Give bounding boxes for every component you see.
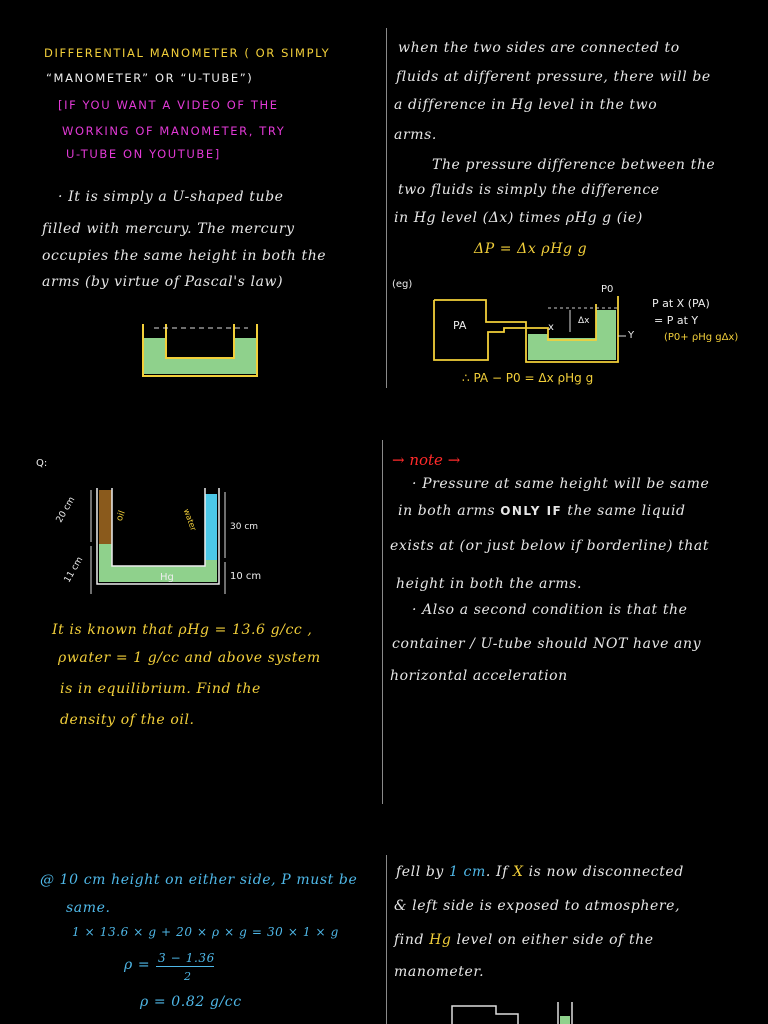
followup-x: X [512, 864, 524, 880]
p0-label: P0 [601, 284, 614, 295]
pa-label: PA [453, 319, 467, 332]
note-line-2 [398, 503, 686, 519]
intro-line-1: · It is simply a U-shaped tube [58, 189, 284, 205]
rho-water-symbol: ρwater [58, 650, 111, 666]
point-y-label: Y [628, 330, 635, 341]
hg-label: Hg [160, 572, 174, 583]
video-note-line-1: [IF YOU WANT A VIDEO OF THE [58, 98, 279, 112]
separator-top [386, 28, 387, 388]
followup-line-2: & left side is exposed to atmosphere, [394, 898, 681, 914]
height-20cm-label: 20 cm [54, 495, 78, 525]
given-line-2 [58, 650, 321, 666]
water-label: water [181, 507, 198, 533]
note-line-3: exists at (or just below if borderline) that [390, 538, 710, 554]
given-line-1: It is known that ρHg = 13.6 g/cc , [52, 622, 313, 638]
explain-line-7: in Hg level (Δx) times ρHg g (ie) [394, 210, 643, 226]
note-line-4: height in both the arms. [396, 576, 582, 592]
explain-line-1: when the two sides are connected to [398, 40, 680, 56]
height-11cm-label: 11 cm [62, 555, 86, 585]
solution-numerator: 3 − 1.36 [158, 951, 215, 965]
solution-answer: ρ = 0.82 g/cc [140, 994, 242, 1010]
solution-denominator: 2 [184, 970, 192, 983]
followup-line-1 [396, 864, 684, 880]
separator-middle [382, 440, 383, 804]
separator-bottom [386, 855, 387, 1024]
only-if-emphasis: ONLY IF [500, 504, 563, 518]
followup-1cm: 1 cm [449, 864, 486, 880]
solution-rho-equals: ρ = [124, 957, 151, 973]
video-note-line-2: WORKING OF MANOMETER, TRY [62, 124, 286, 138]
explain-line-4: arms. [394, 127, 437, 143]
note-line-5: · Also a second condition is that the [412, 602, 688, 618]
side-note-3: (P0+ ρHg gΔx) [664, 332, 739, 343]
followup-line-4: manometer. [394, 964, 485, 980]
solution-equation: 1 × 13.6 × g + 20 × ρ × g = 30 × 1 × g [72, 925, 339, 939]
point-x-label: x [548, 322, 554, 333]
side-note-1: P at X (PA) [652, 297, 710, 310]
explain-line-3: a difference in Hg level in the two [394, 97, 658, 113]
note-line-6: container / U-tube should NOT have any [392, 636, 702, 652]
result-formula: ∴ PA − P0 = Δx ρHg g [462, 371, 594, 385]
given-line-2-rest: = 1 g/cc and above system [110, 650, 321, 666]
followup-disconnected: is now disconnected [523, 864, 684, 880]
side-note-2: = P at Y [654, 314, 699, 327]
solution-line-2: same. [66, 900, 111, 916]
followup-find: find [394, 932, 430, 948]
oil-label: oil [114, 509, 128, 523]
question-marker: Q: [36, 458, 48, 469]
explain-line-6: two fluids is simply the difference [398, 182, 660, 198]
height-10cm-label: 10 cm [230, 571, 262, 582]
formula-delta-p: ΔP = Δx ρHg g [474, 241, 588, 257]
note-line-2-end: the same liquid [562, 503, 686, 519]
u-tube-diagram-equal [136, 318, 266, 384]
note-line-2-start: in both arms [398, 503, 501, 519]
followup-hg: Hg [429, 932, 452, 948]
height-30cm-label: 30 cm [230, 522, 259, 532]
followup-line-3 [394, 932, 654, 948]
intro-line-3: occupies the same height in both the [42, 248, 327, 264]
note-line-7: horizontal acceleration [390, 668, 568, 684]
title-line-1: DIFFERENTIAL MANOMETER ( OR SIMPLY [44, 46, 331, 60]
note-line-1: · Pressure at same height will be same [412, 476, 710, 492]
followup-level: level on either side of the [451, 932, 654, 948]
given-line-4: density of the oil. [60, 712, 195, 728]
given-line-3: is in equilibrium. Find the [60, 681, 261, 697]
solution-line-1: @ 10 cm height on either side, P must be [40, 872, 358, 888]
partial-manometer-diagram [448, 1000, 608, 1024]
note-heading: → note → [392, 451, 461, 469]
fraction-bar [156, 966, 214, 967]
followup-fell-by: fell by [396, 864, 449, 880]
explain-line-5: The pressure difference between the [432, 157, 716, 173]
example-label: (eg) [392, 279, 413, 290]
intro-line-2: filled with mercury. The mercury [42, 221, 295, 237]
followup-if: . If [485, 864, 513, 880]
delta-x-label: Δx [578, 316, 590, 326]
intro-line-4: arms (by virtue of Pascal's law) [42, 274, 284, 290]
video-note-line-3: U-TUBE ON YOUTUBE] [66, 147, 221, 161]
explain-line-2: fluids at different pressure, there will be [396, 69, 711, 85]
title-line-2: “MANOMETER” OR “U-TUBE”) [46, 71, 254, 85]
